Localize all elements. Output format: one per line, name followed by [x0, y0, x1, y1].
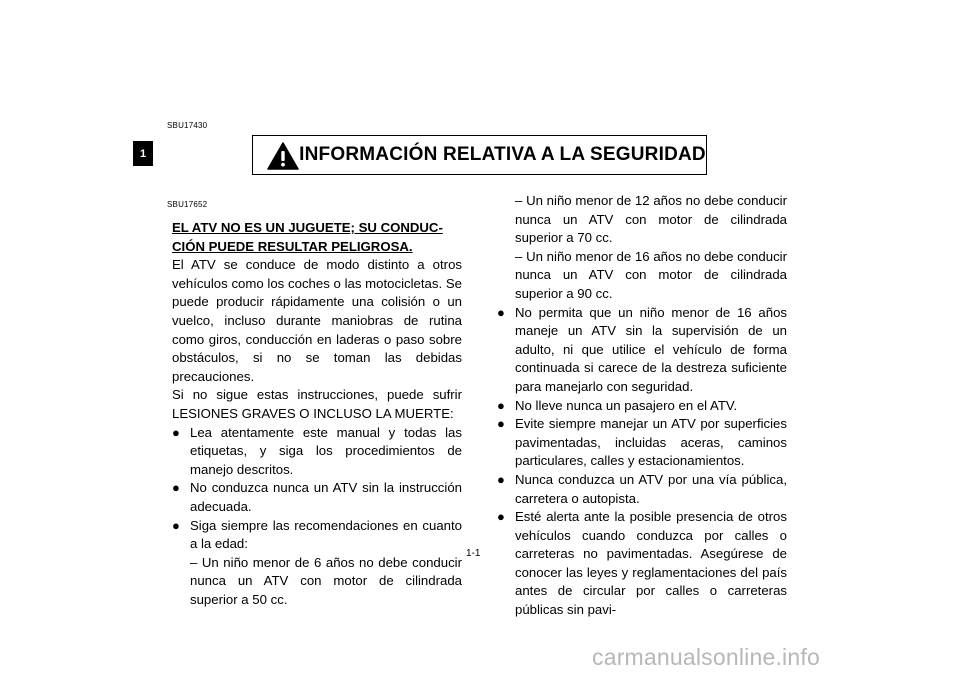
watermark: carmanualsonline.info — [592, 644, 820, 670]
list-item — [172, 424, 462, 480]
sub-list-item — [497, 248, 787, 304]
sub-list-item-text: – Un niño menor de 12 años no debe conducir nunca un ATV con motor de cilindrada superior a 70 cc. — [515, 193, 787, 246]
sub-list-item-text: – Un niño menor de 16 años no debe conducir nunca un ATV con motor de cilindrada superior a 90 cc. — [515, 248, 787, 301]
bullet-icon: ● — [497, 304, 505, 320]
sub-list-item-text: – Un niño menor de 6 años no debe conducir nunca un ATV con motor de cilindrada superior a 50 cc. — [190, 554, 462, 607]
list-item-text: Esté alerta ante la posible presencia de otros vehículos cuando conduzca por calles o carreteras no pavimentadas. Asegúrese de conocer las leyes y reglamentaciones del país antes de circular por calles o carreteras públicas sin pavi- — [515, 509, 787, 618]
list-item — [497, 397, 787, 416]
left-column — [172, 219, 462, 609]
bullet-icon: ● — [497, 397, 505, 413]
bullet-icon: ● — [172, 424, 180, 440]
subsection-code: SBU17652 — [167, 200, 208, 209]
list-item-text: Evite siempre manejar un ATV por superficies pavimentadas, incluidas aceras, caminos particulares, calles y estacionamientos. — [515, 416, 787, 469]
bullet-icon: ● — [172, 517, 180, 533]
bullet-icon: ● — [172, 480, 180, 496]
page-number: 1-1 — [466, 548, 481, 559]
title-box — [252, 135, 707, 175]
list-item — [497, 508, 787, 620]
warning-icon — [267, 142, 299, 170]
sub-list-item — [172, 554, 462, 610]
chapter-tab: 1 — [133, 141, 153, 166]
heading-line-2: CIÓN PUEDE RESULTAR PELIGROSA. — [172, 238, 413, 254]
intro-paragraph: El ATV se conduce de modo distinto a otros vehículos como los coches o las motocicletas. Se puede producir rápidamente una colisión o un vuelco, incluso durante maniobras de rutina como giros, conducción en laderas o paso sobre obstáculos, si no se toman las debidas precauciones. — [172, 257, 462, 384]
list-item-text: No permita que un niño menor de 16 años maneje un ATV sin la supervisión de un adulto, ni que utilice el vehículo de forma continuada si carece de la destreza suficiente para manejarlo con seguridad. — [515, 304, 787, 394]
list-item-text: No conduzca nunca un ATV sin la instrucción adecuada. — [190, 480, 462, 514]
bullet-icon: ● — [497, 509, 505, 525]
section-code: SBU17430 — [167, 121, 208, 130]
bullet-icon: ● — [497, 416, 505, 432]
list-item — [172, 479, 462, 516]
list-item-text: Nunca conduzca un ATV por una vía pública, carretera o autopista. — [515, 471, 787, 506]
bullet-icon: ● — [497, 471, 505, 487]
list-item-text: Siga siempre las recomendaciones en cuanto a la edad: — [190, 517, 462, 552]
list-item-text: No lleve nunca un pasajero en el ATV. — [515, 397, 738, 413]
right-column — [497, 192, 787, 620]
list-item — [497, 471, 787, 508]
sub-list-item — [497, 192, 787, 248]
list-item-text: Lea atentamente este manual y todas las etiquetas, y siga los procedimientos de manejo descritos. — [190, 424, 462, 477]
list-item — [497, 304, 787, 397]
warning-paragraph: Si no sigue estas instrucciones, puede sufrir LESIONES GRAVES O INCLUSO LA MUERTE: — [172, 387, 462, 421]
list-item — [172, 517, 462, 554]
heading-line-1: EL ATV NO ES UN JUGUETE; SU CONDUC- — [172, 220, 443, 235]
page-title: INFORMACIÓN RELATIVA A LA SEGURIDAD — [299, 144, 706, 165]
list-item — [497, 415, 787, 471]
